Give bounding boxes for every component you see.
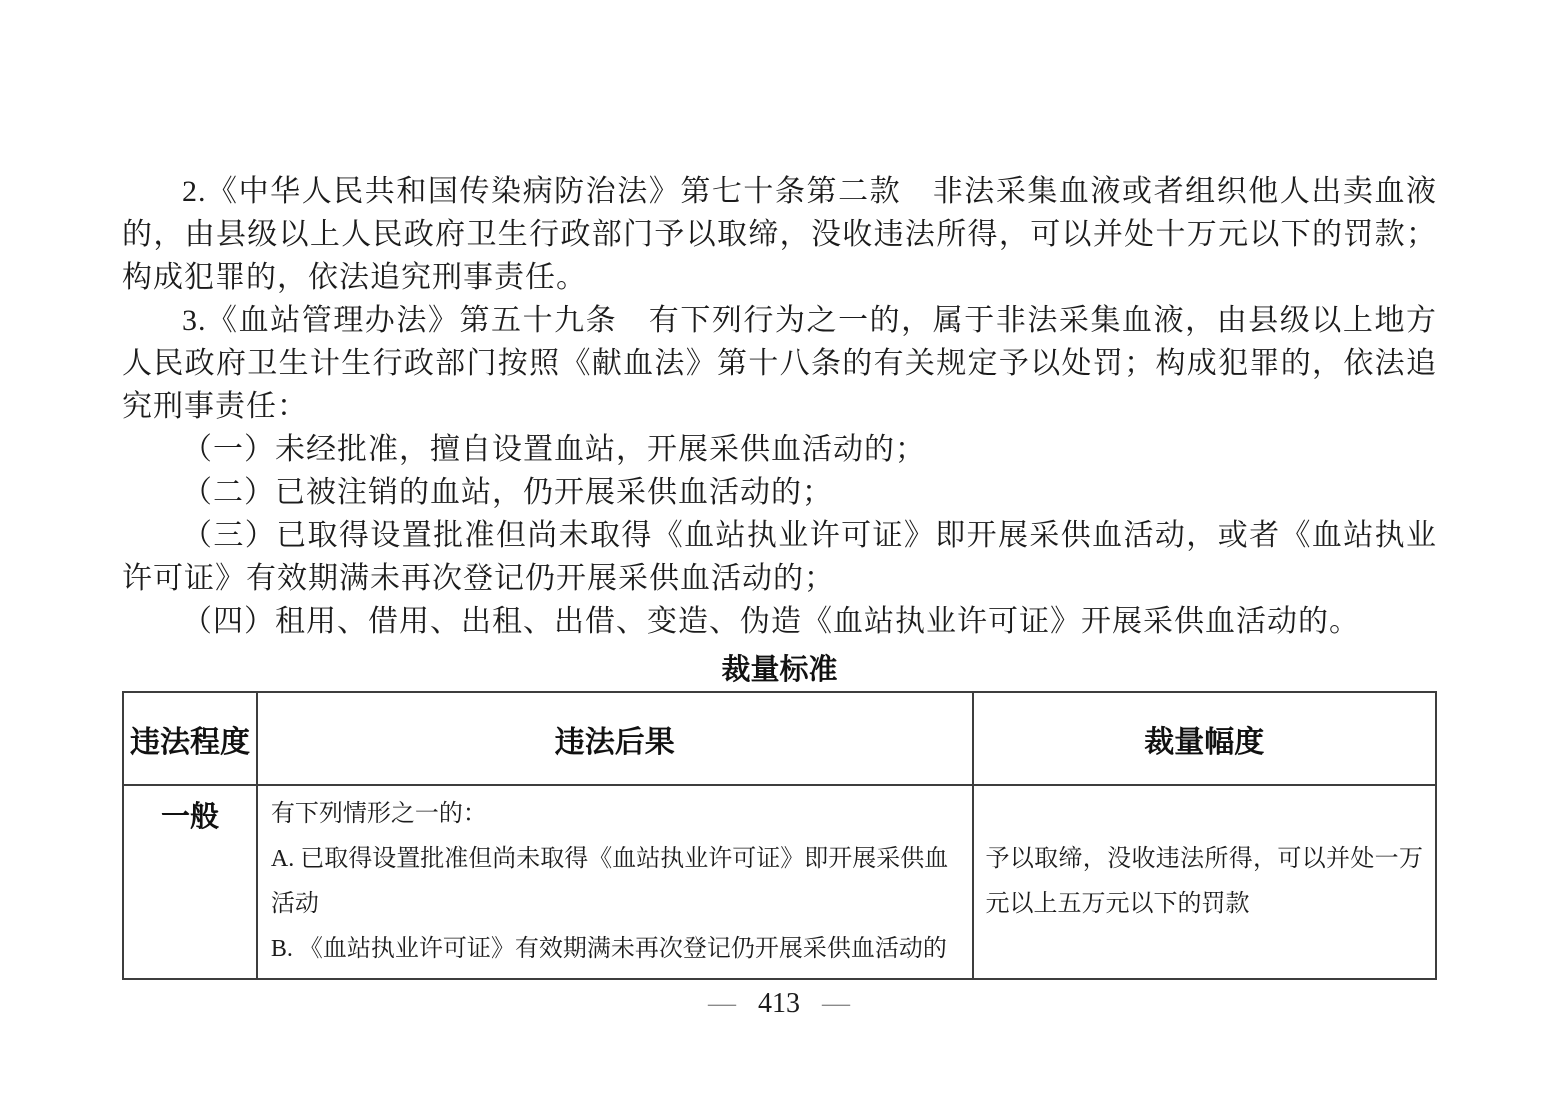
consequence-item-b: B. 《血站执业许可证》有效期满未再次登记仍开展采供血活动的 (270, 936, 947, 962)
column-header-violation-degree: 违法程度 (123, 692, 257, 785)
document-body (122, 170, 1437, 980)
consequence-item-a: A. 已取得设置批准但尚未取得《血站执业许可证》即开展采供血活动 (270, 846, 949, 917)
cell-discretion-range: 予以取缔，没收违法所得，可以并处一万元以上五万元以下的罚款 (973, 785, 1437, 979)
column-header-violation-consequence: 违法后果 (257, 692, 973, 785)
consequence-intro: 有下列情形之一的： (270, 801, 487, 827)
footer-right-dash: — (822, 988, 850, 1019)
paragraph-law-infectious-disease: 2.《中华人民共和国传染病防治法》第七十条第二款 非法采集血液或者组织他人出卖血液的，由县级以上人民政府卫生行政部门予以取缔，没收违法所得，可以并处十万元以下的罚款；构成犯罪的，依法追究刑事责任。 (122, 175, 1437, 294)
page-number: 413 (758, 988, 800, 1019)
cell-violation-consequence (257, 785, 973, 979)
paragraph-law-blood-station-measures: 3.《血站管理办法》第五十九条 有下列行为之一的，属于非法采集血液，由县级以上地方人民政府卫生计生行政部门按照《献血法》第十八条的有关规定予以处罚；构成犯罪的，依法追究刑事责任： (122, 304, 1437, 423)
page-footer (0, 986, 1558, 1022)
list-item-2: （二）已被注销的血站，仍开展采供血活动的； (182, 476, 833, 509)
table-row (123, 785, 1436, 979)
discretion-standards-table (122, 691, 1437, 980)
column-header-discretion-range: 裁量幅度 (973, 692, 1437, 785)
footer-left-dash: — (708, 988, 736, 1019)
list-item-3: （三）已取得设置批准但尚未取得《血站执业许可证》即开展采供血活动，或者《血站执业许可证》有效期满未再次登记仍开展采供血活动的； (122, 519, 1437, 595)
table-title: 裁量标准 (721, 654, 838, 686)
list-item-1: （一）未经批准，擅自设置血站，开展采供血活动的； (182, 433, 926, 466)
table-header-row (123, 692, 1436, 785)
list-item-4: （四）租用、借用、出租、出借、变造、伪造《血站执业许可证》开展采供血活动的。 (182, 605, 1360, 638)
cell-violation-degree: 一般 (123, 785, 257, 979)
